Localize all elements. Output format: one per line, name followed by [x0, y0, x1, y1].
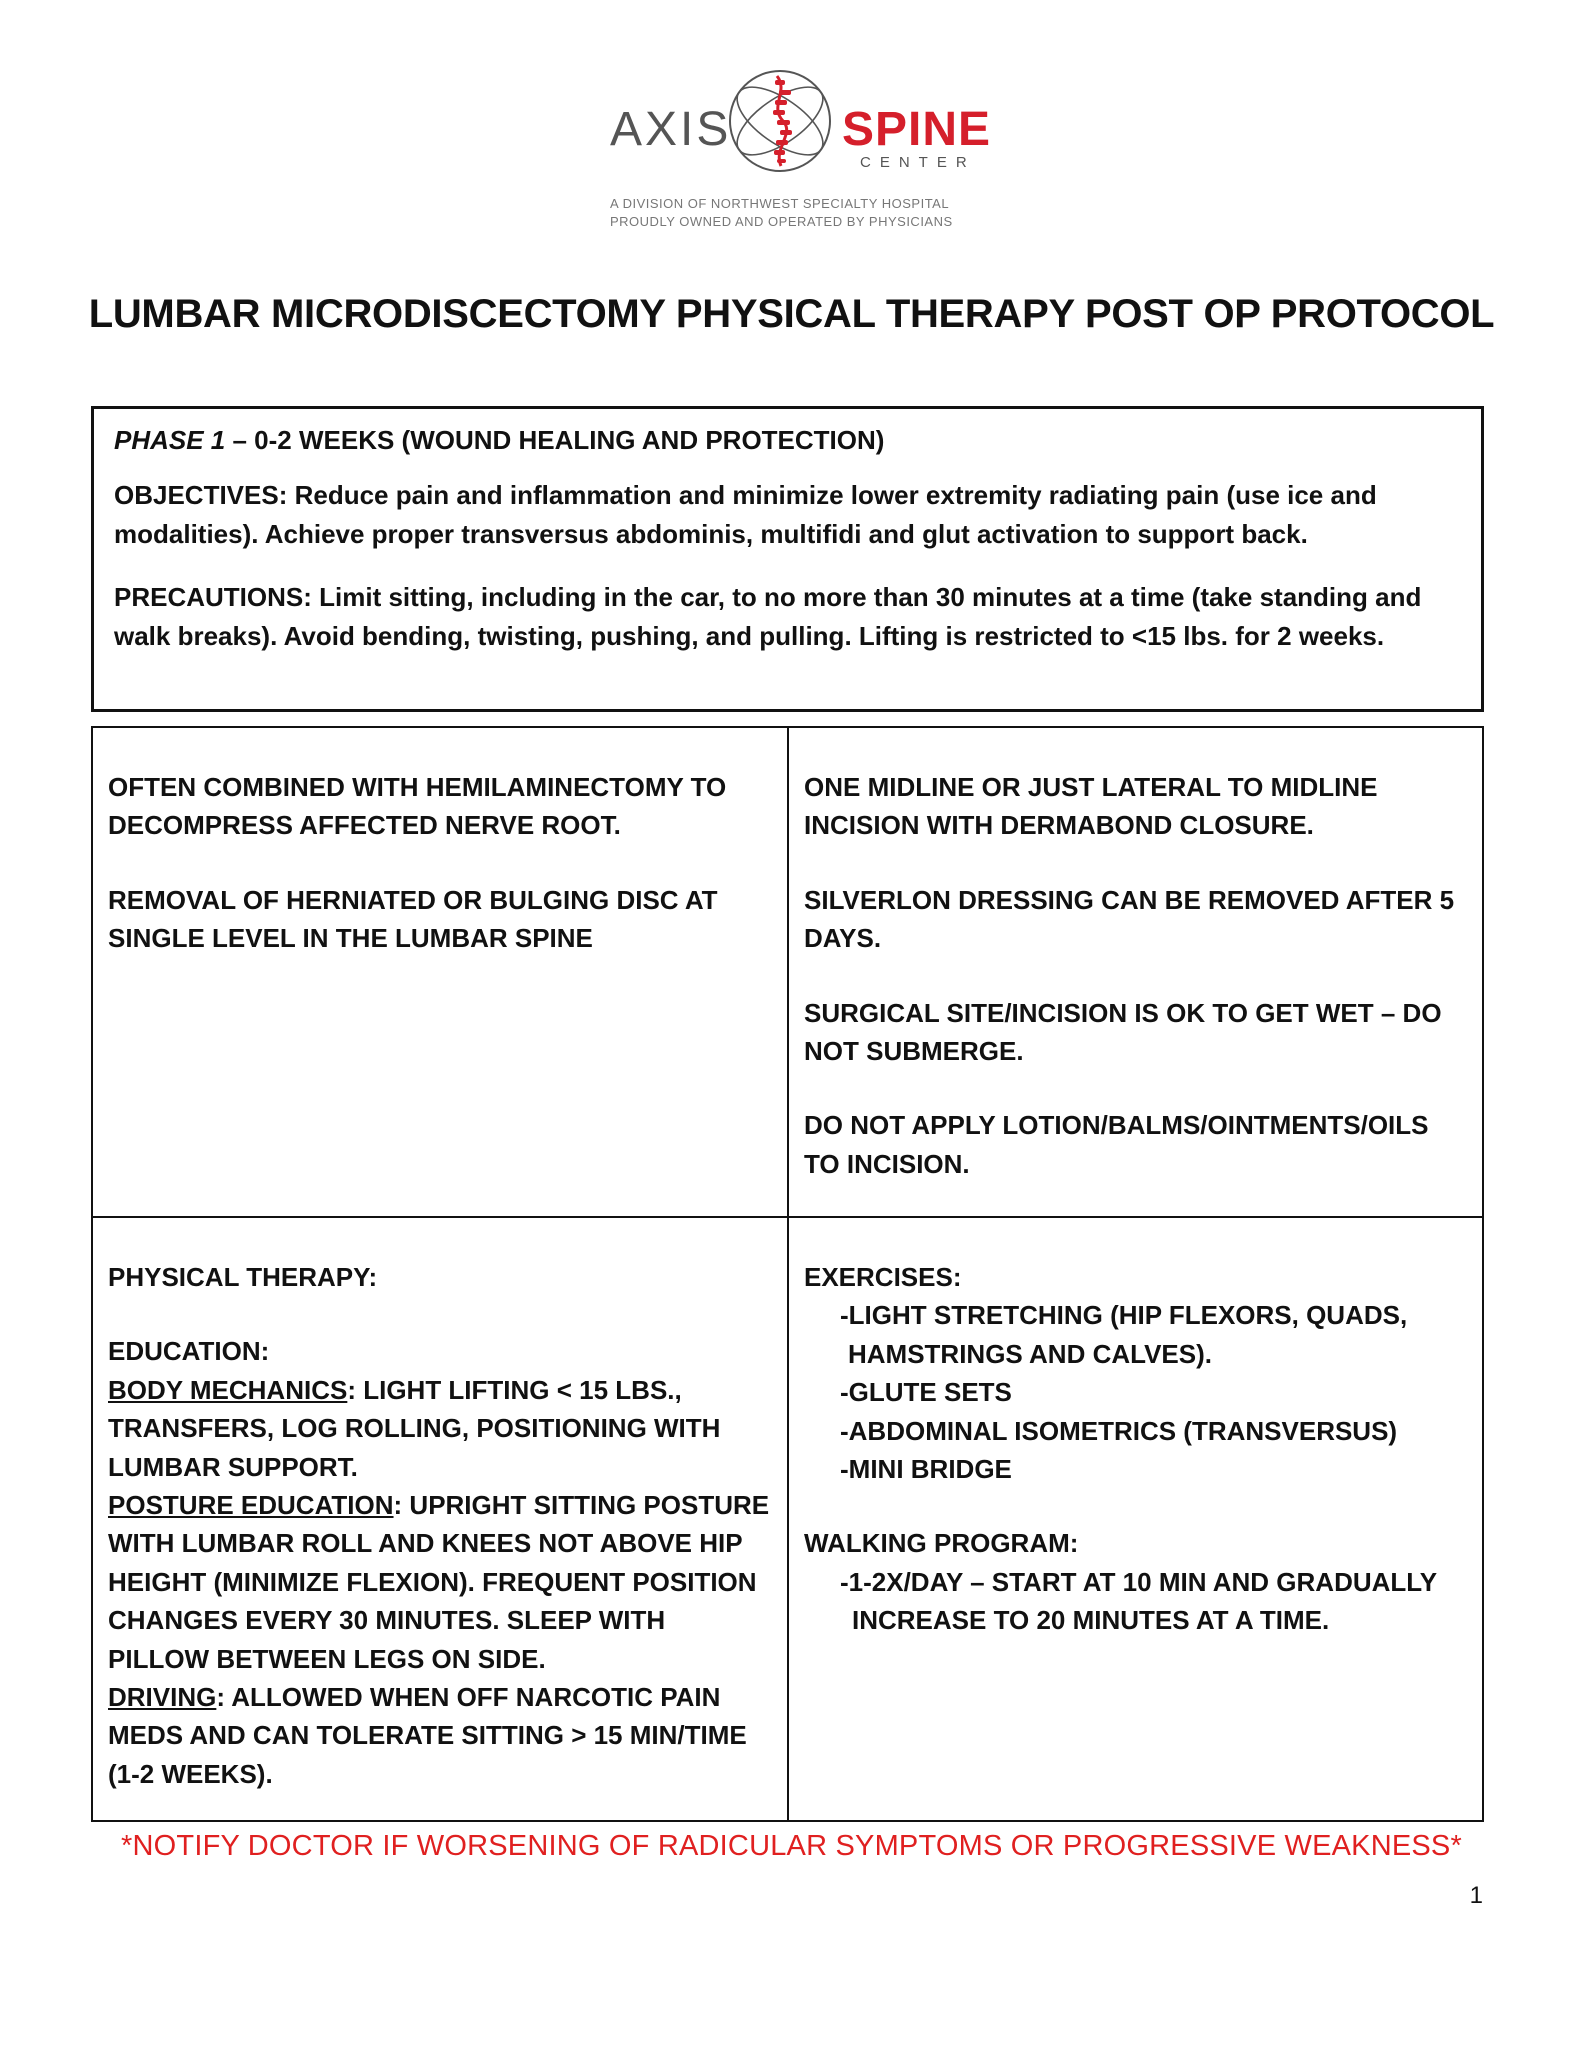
education-heading: EDUCATION: — [108, 1336, 270, 1367]
incision-note: DO NOT APPLY LOTION/BALMS/OINTMENTS/OILS TO INCISION. — [804, 1110, 1429, 1179]
body-mechanics-label: BODY MECHANICS — [108, 1374, 348, 1405]
protocol-table — [91, 726, 1484, 1822]
phase-label: PHASE 1 — [114, 425, 226, 455]
logo-axis-text: AXIS — [610, 103, 732, 156]
walking-program-item-continued: INCREASE TO 20 MINUTES AT A TIME. — [852, 1605, 1330, 1636]
page-number: 1 — [1469, 1882, 1483, 1909]
phase-heading — [114, 421, 1461, 460]
body-mechanics-text: : LIGHT LIFTING < 15 LBS., TRANSFERS, LOG ROLLING, POSITIONING WITH LUMBAR SUPPORT. — [108, 1374, 721, 1482]
logo-ownership-text: PROUDLY OWNED AND OPERATED BY PHYSICIANS — [610, 214, 953, 229]
walking-program-item: -1-2X/DAY – START AT 10 MIN AND GRADUALLY — [840, 1566, 1438, 1597]
exercise-item-continued: HAMSTRINGS AND CALVES). — [848, 1338, 1212, 1369]
logo-spine-text: SPINE — [842, 103, 992, 156]
phase-heading-text: – 0-2 WEEKS (WOUND HEALING AND PROTECTION) — [225, 425, 885, 455]
spine-globe-icon — [725, 66, 835, 176]
driving-label: DRIVING — [108, 1682, 217, 1713]
procedure-note: OFTEN COMBINED WITH HEMILAMINECTOMY TO DECOMPRESS AFFECTED NERVE ROOT. — [108, 772, 727, 841]
incision-care-cell — [789, 728, 1482, 1218]
physical-therapy-cell — [93, 1218, 789, 1820]
exercise-item: -ABDOMINAL ISOMETRICS (TRANSVERSUS) — [840, 1415, 1398, 1446]
exercise-item: -MINI BRIDGE — [840, 1454, 1012, 1485]
body-mechanics-item — [108, 1371, 773, 1486]
logo-center-text: CENTER — [860, 154, 976, 171]
driving-text: : ALLOWED WHEN OFF NARCOTIC PAIN MEDS AND CAN TOLERATE SITTING > 15 MIN/TIME (1-2 WEEKS). — [108, 1682, 747, 1789]
document-title: LUMBAR MICRODISCECTOMY PHYSICAL THERAPY POST OP PROTOCOL — [88, 292, 1495, 336]
phase-precautions: PRECAUTIONS: Limit sitting, including in the car, to no more than 30 minutes at a time (take standing and walk breaks). Avoid bending, twisting, pushing, and pulling. Lifting is restricted to <15 lbs. for 2 weeks. — [114, 582, 1422, 651]
notify-doctor-warning: *NOTIFY DOCTOR IF WORSENING OF RADICULAR SYMPTOMS OR PROGRESSIVE WEAKNESS* — [121, 1830, 1462, 1862]
incision-note: SURGICAL SITE/INCISION IS OK TO GET WET – DO NOT SUBMERGE. — [804, 997, 1442, 1067]
procedure-note: REMOVAL OF HERNIATED OR BULGING DISC AT SINGLE LEVEL IN THE LUMBAR SPINE — [108, 884, 718, 954]
incision-note: SILVERLON DRESSING CAN BE REMOVED AFTER 5 DAYS. — [804, 884, 1455, 954]
incision-note: ONE MIDLINE OR JUST LATERAL TO MIDLINE INCISION WITH DERMABOND CLOSURE. — [804, 772, 1378, 841]
posture-education-item — [108, 1486, 773, 1678]
driving-item — [108, 1678, 773, 1793]
posture-education-label: POSTURE EDUCATION — [108, 1490, 394, 1521]
walking-program-heading: WALKING PROGRAM: — [804, 1528, 1079, 1559]
phase-summary-box — [91, 406, 1484, 712]
exercises-heading: EXERCISES: — [804, 1262, 962, 1292]
logo-division-text: A DIVISION OF NORTHWEST SPECIALTY HOSPITAL — [610, 196, 950, 211]
exercises-cell — [789, 1218, 1482, 1820]
phase-objectives: OBJECTIVES: Reduce pain and inflammation and minimize lower extremity radiating pain (use ice and modalities). Achieve proper transversus abdominis, multifidi and glut activation to support back. — [114, 480, 1377, 549]
axis-spine-center-logo — [600, 62, 1000, 242]
posture-education-text: : UPRIGHT SITTING POSTURE WITH LUMBAR ROLL AND KNEES NOT ABOVE HIP HEIGHT (MINIMIZE FLEXION). FREQUENT POSITION CHANGES EVERY 30 MINUTES. SLEEP WITH PILLOW BETWEEN LEGS ON SIDE. — [108, 1490, 770, 1674]
exercise-item: -GLUTE SETS — [840, 1377, 1012, 1408]
procedure-description-cell — [93, 728, 789, 1218]
exercise-item: -LIGHT STRETCHING (HIP FLEXORS, QUADS, — [840, 1300, 1408, 1331]
physical-therapy-heading: PHYSICAL THERAPY: — [108, 1262, 378, 1292]
